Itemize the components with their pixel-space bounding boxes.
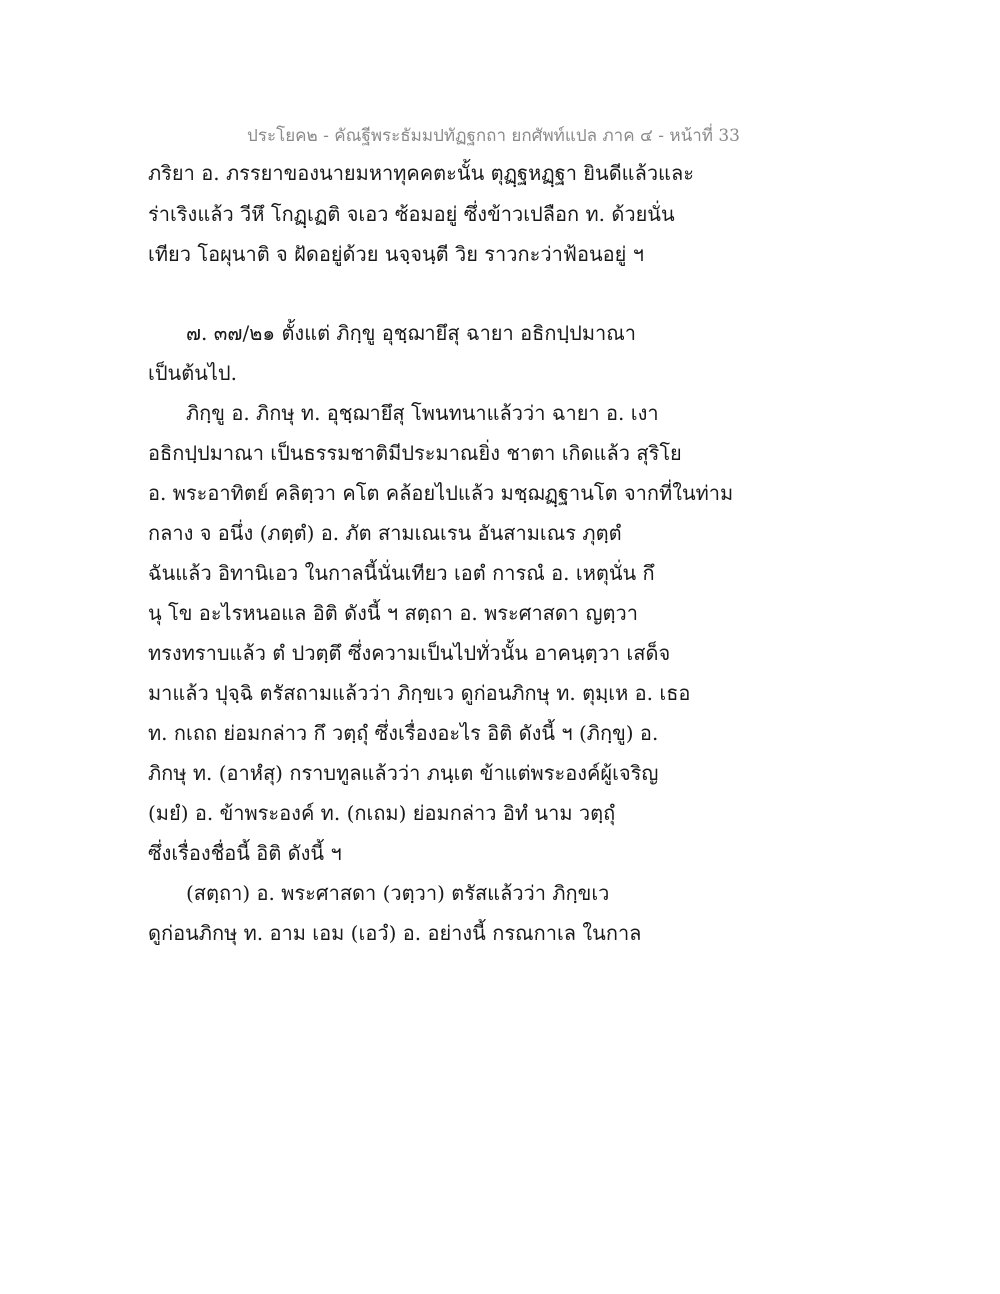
text-line: ภริยา อ. ภรรยาของนายมหาทุคคตะนั้น ตุฏฺฐหฏฺฐา ยินดีแล้วและ — [148, 161, 694, 185]
text-line: (มยํ) อ. ข้าพระองค์ ท. (กเถม) ย่อมกล่าว อิทํ นาม วตฺถุํ — [148, 801, 616, 825]
text-line: ทรงทราบแล้ว ตํ ปวตฺตึ ซึ่งความเป็นไปทั่วนั้น อาคนฺตฺวา เสด็จ — [148, 641, 671, 665]
text-line: อ. พระอาทิตย์ คลิตฺวา คโต คล้อยไปแล้ว มชฺฌฏฺฐานโต จากที่ในท่าม — [148, 481, 734, 505]
text-line: เป็นต้นไป. — [148, 361, 237, 385]
text-line: เทียว โอผุนาติ จ ฝัดอยู่ด้วย นจฺจนฺตี วิย ราวกะว่าฟ้อนอยู่ ฯ — [148, 242, 644, 266]
text-line: ฉันแล้ว อิทานิเอว ในกาลนี้นั่นเทียว เอตํ การณํ อ. เหตุนั่น กึ — [148, 561, 655, 585]
text-line: ร่าเริงแล้ว วีหึ โกฏฺเฏติ จเอว ซ้อมอยู่ ซึ่งข้าวเปลือก ท. ด้วยนั่น — [148, 202, 675, 226]
text-line: ภิกษุ ท. (อาหํสุ) กราบทูลแล้วว่า ภนฺเต ข้าแต่พระองค์ผู้เจริญ — [148, 761, 659, 785]
text-line: ซึ่งเรื่องชื่อนี้ อิติ ดังนี้ ฯ — [148, 841, 342, 865]
text-line: กลาง จ อนึ่ง (ภตฺตํ) อ. ภัต สามเณเรน อันสามเณร ภุตฺตํ — [148, 521, 622, 545]
text-line: นุ โข อะไรหนอแล อิติ ดังนี้ ฯ สตฺถา อ. พระศาสดา ญตฺวา — [148, 601, 638, 625]
paragraph-first-line: (สตฺถา) อ. พระศาสดา (วตฺวา) ตรัสแล้วว่า ภิกฺขเว — [186, 881, 610, 905]
text-line: อธิกปฺปมาณา เป็นธรรมชาติมีประมาณยิ่ง ชาตา เกิดแล้ว สุริโย — [148, 441, 682, 465]
text-line: มาแล้ว ปุจฺฉิ ตรัสถามแล้วว่า ภิกฺขเว ดูก่อนภิกษุ ท. ตุมฺเห อ. เธอ — [148, 681, 691, 705]
text-line: ท. กเถถ ย่อมกล่าว กึ วตฺถุํ ซึ่งเรื่องอะไร อิติ ดังนี้ ฯ (ภิกฺขู) อ. — [148, 721, 659, 745]
paragraph-first-line: ภิกฺขู อ. ภิกษุ ท. อุชฺฌายึสุ โพนทนาแล้วว่า ฉายา อ. เงา — [186, 401, 659, 425]
running-header: ประโยค๒ - คัณฐีพระธัมมปทัฏฐกถา ยกศัพท์แปล ภาค ๔ - หน้าที่ 33 — [247, 126, 740, 146]
section-heading-line: ๗. ๓๗/๒๑ ตั้งแต่ ภิกฺขู อุชฺฌายึสุ ฉายา อธิกปฺปมาณา — [186, 321, 637, 345]
text-line: ดูก่อนภิกษุ ท. อาม เอม (เอวํ) อ. อย่างนี้ กรณกาเล ในกาล — [148, 921, 642, 945]
